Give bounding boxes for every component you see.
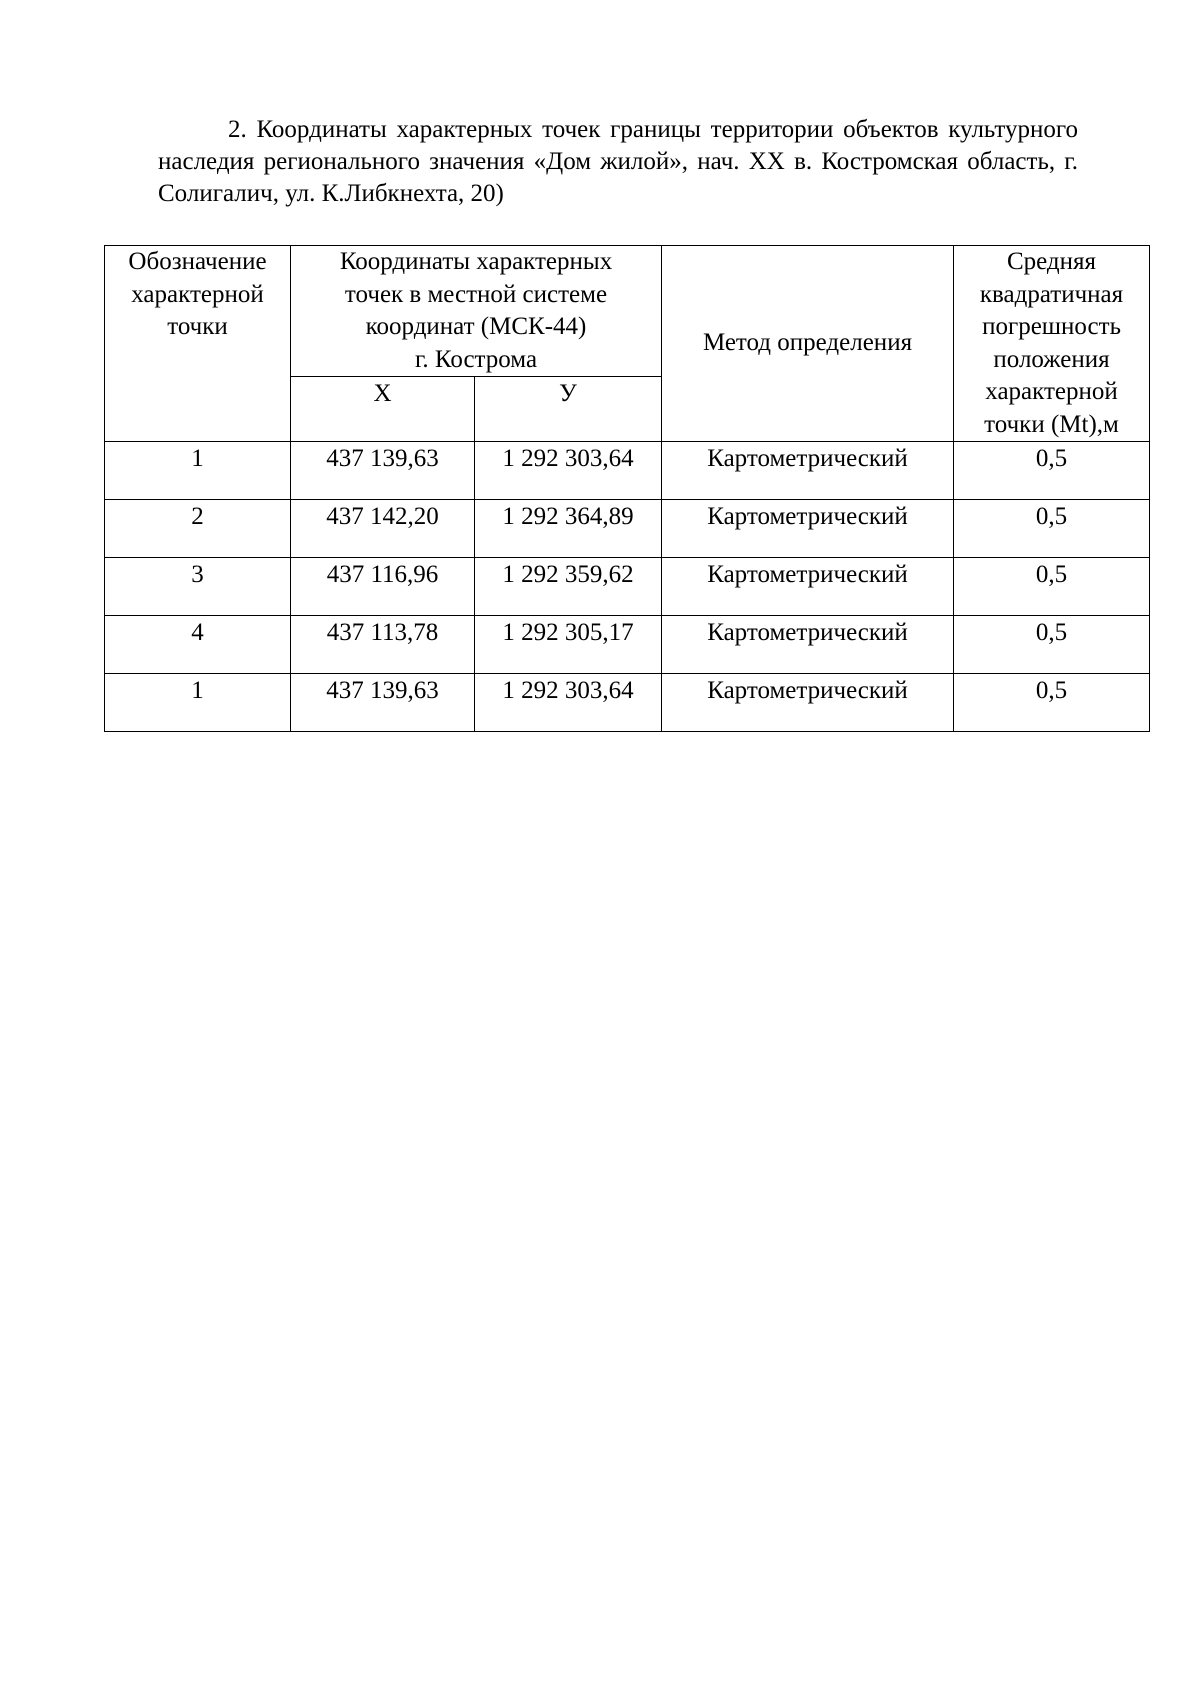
cell-error: 0,5 — [954, 616, 1150, 674]
table-row — [105, 616, 1150, 674]
coordinates-table — [104, 245, 1150, 732]
cell-point: 1 — [105, 442, 291, 500]
cell-error: 0,5 — [954, 674, 1150, 732]
cell-point: 3 — [105, 558, 291, 616]
header-point-designation: Обозначение характерной точки — [105, 246, 291, 442]
cell-error: 0,5 — [954, 500, 1150, 558]
header-y: У — [475, 377, 662, 442]
table-row — [105, 442, 1150, 500]
cell-point: 2 — [105, 500, 291, 558]
cell-method: Картометрический — [662, 558, 954, 616]
table-row — [105, 500, 1150, 558]
cell-error: 0,5 — [954, 442, 1150, 500]
header-x: Х — [291, 377, 475, 442]
cell-x: 437 142,20 — [291, 500, 475, 558]
header-mean-square-error: Средняя квадратичная погрешность положения характерной точки (Mt),м — [954, 246, 1150, 442]
table-row — [105, 674, 1150, 732]
cell-point: 1 — [105, 674, 291, 732]
cell-method: Картометрический — [662, 500, 954, 558]
cell-error: 0,5 — [954, 558, 1150, 616]
section-heading: 2. Координаты характерных точек границы территории объектов культурного наследия регионального значения «Дом жилой», нач. XX в. Костромская область, г. Солигалич, ул. К.Либкнехта, 20) — [158, 116, 1078, 207]
cell-method: Картометрический — [662, 442, 954, 500]
cell-y: 1 292 364,89 — [475, 500, 662, 558]
cell-y: 1 292 303,64 — [475, 442, 662, 500]
cell-point: 4 — [105, 616, 291, 674]
table-header — [105, 246, 1150, 442]
cell-y: 1 292 359,62 — [475, 558, 662, 616]
header-coordinates: Координаты характерных точек в местной системе координат (МСК-44) г. Кострома — [291, 246, 662, 377]
cell-x: 437 113,78 — [291, 616, 475, 674]
table-row — [105, 558, 1150, 616]
cell-y: 1 292 303,64 — [475, 674, 662, 732]
header-method: Метод определения — [662, 246, 954, 442]
cell-method: Картометрический — [662, 616, 954, 674]
cell-method: Картометрический — [662, 674, 954, 732]
cell-x: 437 116,96 — [291, 558, 475, 616]
cell-x: 437 139,63 — [291, 442, 475, 500]
cell-y: 1 292 305,17 — [475, 616, 662, 674]
cell-x: 437 139,63 — [291, 674, 475, 732]
